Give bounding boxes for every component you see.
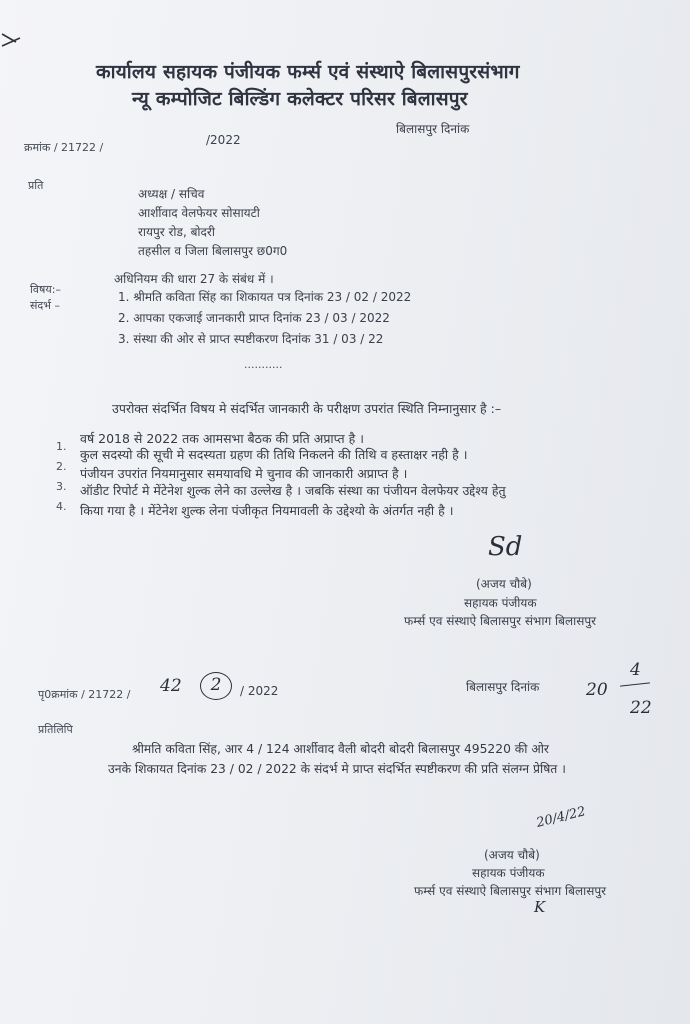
place-date-label: बिलासपुर दिनांक <box>396 122 470 136</box>
office-title: कार्यालय सहायक पंजीयक फर्म्स एवं संस्थाऐ बिलासपुरसंभाग <box>96 61 520 83</box>
office-address: न्यू कम्पोजिट बिल्डिंग कलेक्टर परिसर बिलासपुर <box>132 88 468 110</box>
handwritten-date-day: 20 <box>586 680 608 700</box>
signature-2-date: 20/4/22 <box>534 804 588 831</box>
copy-label: प्रतिलिपि <box>38 723 73 736</box>
handwritten-date-year: 22 <box>630 698 652 718</box>
endorsement-year: / 2022 <box>240 684 279 698</box>
divider-dots: ........... <box>244 358 283 371</box>
point-text-1: वर्ष 2018 से 2022 तक आमसभा बैठक की प्रति अप्राप्त है । <box>80 431 364 446</box>
intro-paragraph: उपरोक्त संदर्भित विषय मे संदर्भित जानकारी के परीक्षण उपरांत स्थिति निम्नानुसार है :– <box>112 401 502 416</box>
signatory-title-1: सहायक पंजीयक <box>464 596 537 610</box>
reference-year: /2022 <box>206 133 241 147</box>
handwritten-date-rule <box>620 682 650 686</box>
point-number-2: 2. <box>56 460 67 473</box>
signatory-name-2: (अजय चौबे) <box>484 848 540 862</box>
endorsement-number: पृ0क्रमांक / 21722 / <box>38 688 131 701</box>
subject-text: अधिनियम की धारा 27 के संबंध में । <box>114 272 274 286</box>
address-line-4: तहसील व जिला बिलासपुर छ0ग0 <box>138 244 288 258</box>
point-text-4: ऑडीट रिपोर्ट मे मेंटेनेश शुल्क लेने का उल्लेख है । जबकि संस्था का पंजीयन वेलफेयर उद्देश्य हेतु <box>80 483 506 498</box>
point-text-3: पंजीयन उपरांत नियमानुसार समयावधि मे चुनाव की जानकारी अप्राप्त है । <box>80 466 408 481</box>
corner-mark <box>0 28 24 58</box>
signatory-office-2: फर्म्स एव संस्थाऐ बिलासपुर संभाग बिलासपुर <box>414 884 607 898</box>
reference-label: संदर्भ – <box>30 299 61 312</box>
reference-item-2: 2. आपका एकजाई जानकारी प्राप्त दिनांक 23 / 03 / 2022 <box>118 311 390 325</box>
point-number-4: 4. <box>56 500 67 513</box>
copy-text-line-2: उनके शिकायत दिनांक 23 / 02 / 2022 के संदर्भ मे प्राप्त संदर्भित स्पष्टीकरण की प्रति संलग्न प्रेषित । <box>108 762 566 776</box>
point-text-4-continued: किया गया है । मेंटेनेश शुल्क लेना पंजीकृत नियमावली के उद्देश्यो के अंतर्गत नही है । <box>80 503 454 518</box>
to-label: प्रति <box>28 179 44 192</box>
reference-number: क्रमांक / 21722 / <box>24 141 104 154</box>
endorsement-handwritten-number: 42 <box>160 676 182 696</box>
address-line-3: रायपुर रोड, बोदरी <box>138 225 215 239</box>
reference-item-3: 3. संस्था की ओर से प्राप्त स्पष्टीकरण दिनांक 31 / 03 / 22 <box>118 332 384 346</box>
endorsement-place-date: बिलासपुर दिनांक <box>466 680 540 694</box>
signatory-office-1: फर्म्स एव संस्थाऐ बिलासपुर संभाग बिलासपुर <box>404 614 597 628</box>
initial-mark: K <box>534 898 546 916</box>
signatory-name-1: (अजय चौबे) <box>476 577 532 591</box>
endorsement-circled-number: 2 <box>200 672 232 700</box>
address-line-1: अध्यक्ष / सचिव <box>138 187 205 201</box>
handwritten-date-month: 4 <box>630 660 641 680</box>
point-number-3: 3. <box>56 480 67 493</box>
point-number-1: 1. <box>56 440 67 453</box>
reference-item-1: 1. श्रीमति कविता सिंह का शिकायत पत्र दिनांक 23 / 02 / 2022 <box>118 290 412 304</box>
point-text-2: कुल सदस्यो की सूची मे सदस्यता ग्रहण की तिथि निकलने की तिथि व हस्ताक्षर नही है । <box>80 447 468 462</box>
address-line-2: आर्शीवाद वेलफेयर सोसायटी <box>138 206 260 220</box>
subject-label: विषय:– <box>30 283 61 296</box>
signature-1: Sd <box>488 532 523 562</box>
copy-text-line-1: श्रीमति कविता सिंह, आर 4 / 124 आर्शीवाद वैली बोदरी बोदरी बिलासपुर 495220 की ओर <box>132 742 549 756</box>
signatory-title-2: सहायक पंजीयक <box>472 866 545 880</box>
